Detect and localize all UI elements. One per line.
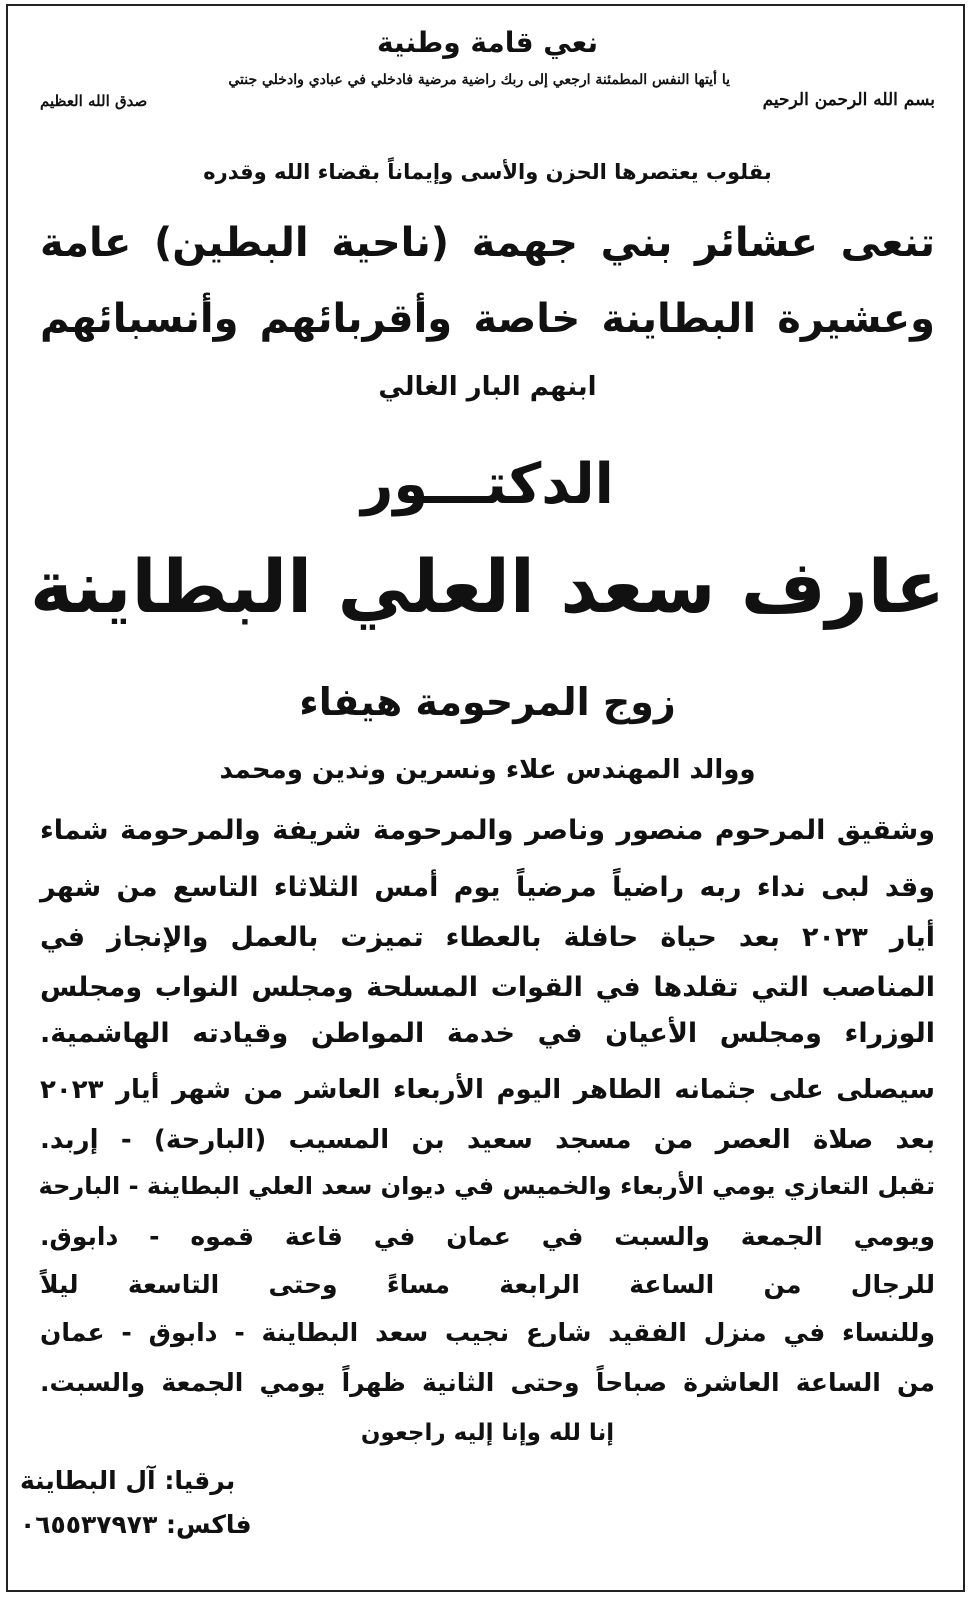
- quran-verse-row: [30, 72, 945, 122]
- funeral-line-1: سيصلى على جثمانه الطاهر اليوم الأربعاء العاشر من شهر أيار ٢٠٢٣: [40, 1075, 935, 1105]
- passing-line-1: وقد لبى نداء ربه راضياً مرضياً يوم أمس الثلاثاء التاسع من شهر: [40, 872, 935, 903]
- father-of-line: ووالد المهندس علاء ونسرين وندين ومحمد: [219, 755, 756, 785]
- condolences-line-3: للرجال من الساعة الرابعة مساءً وحتى التاسعة ليلاً: [40, 1270, 935, 1299]
- notice-heading: نعي قامة وطنية: [377, 26, 598, 59]
- deceased-name: عارف سعد العلي البطاينة: [29, 545, 945, 630]
- passing-line-3: المناصب التي تقلدها في القوات المسلحة ومجلس النواب ومجلس: [40, 972, 935, 1003]
- funeral-line-2: بعد صلاة العصر من مسجد سعيد بن المسيب (البارحة) - إربد.: [40, 1125, 935, 1155]
- rank-title: الدكتـــور: [361, 452, 614, 517]
- basmala-calligraphy: بسم الله الرحمن الرحيم: [762, 90, 935, 110]
- condolences-line-4: وللنساء في منزل الفقيد شارع نجيب سعد البطاينة - دابوق - عمان: [40, 1318, 935, 1347]
- families-line-2: وعشيرة البطاينة خاصة وأقربائهم وأنسبائهم: [40, 296, 935, 342]
- passing-line-2: أيار ٢٠٢٣ بعد حياة حافلة بالعطاء تميزت بالعمل والإنجاز في: [40, 922, 935, 953]
- condolences-line-2: ويومي الجمعة والسبت في عمان في قاعة قموه - دابوق.: [40, 1222, 935, 1251]
- passing-line-4: الوزراء ومجلس الأعيان في خدمة المواطن وقيادته الهاشمية.: [40, 1018, 935, 1049]
- son-line: ابنهم البار الغالي: [378, 372, 597, 402]
- closing-prayer: إنا لله وإنا إليه راجعون: [360, 1420, 615, 1446]
- condolences-line-1: تقبل التعازي يومي الأربعاء والخميس في ديوان سعد العلي البطاينة - البارحة: [38, 1172, 935, 1200]
- quran-verse-calligraphy: يا أيتها النفس المطمئنة ارجعي إلى ربك راضية مرضية فادخلي في عبادي وادخلي جنتي: [228, 72, 730, 88]
- intro-line: بقلوب يعتصرها الحزن والأسى وإيماناً بقضاء الله وقدره: [203, 160, 772, 184]
- sadaq-calligraphy: صدق الله العظيم: [40, 92, 148, 110]
- telegrams-line: برقيا: آل البطاينة: [20, 1466, 236, 1495]
- condolences-line-5: من الساعة العاشرة صباحاً وحتى الثانية ظهراً يومي الجمعة والسبت.: [40, 1368, 935, 1397]
- spouse-line: زوج المرحومة هيفاء: [299, 680, 676, 724]
- fax-line: فاكس: ٠٦٥٥٣٧٩٧٣: [20, 1510, 252, 1539]
- families-line-1: تنعى عشائر بني جهمة (ناحية البطين) عامة: [40, 220, 935, 266]
- brother-of-line: وشقيق المرحوم منصور وناصر والمرحومة شريفة والمرحومة شماء: [40, 815, 935, 846]
